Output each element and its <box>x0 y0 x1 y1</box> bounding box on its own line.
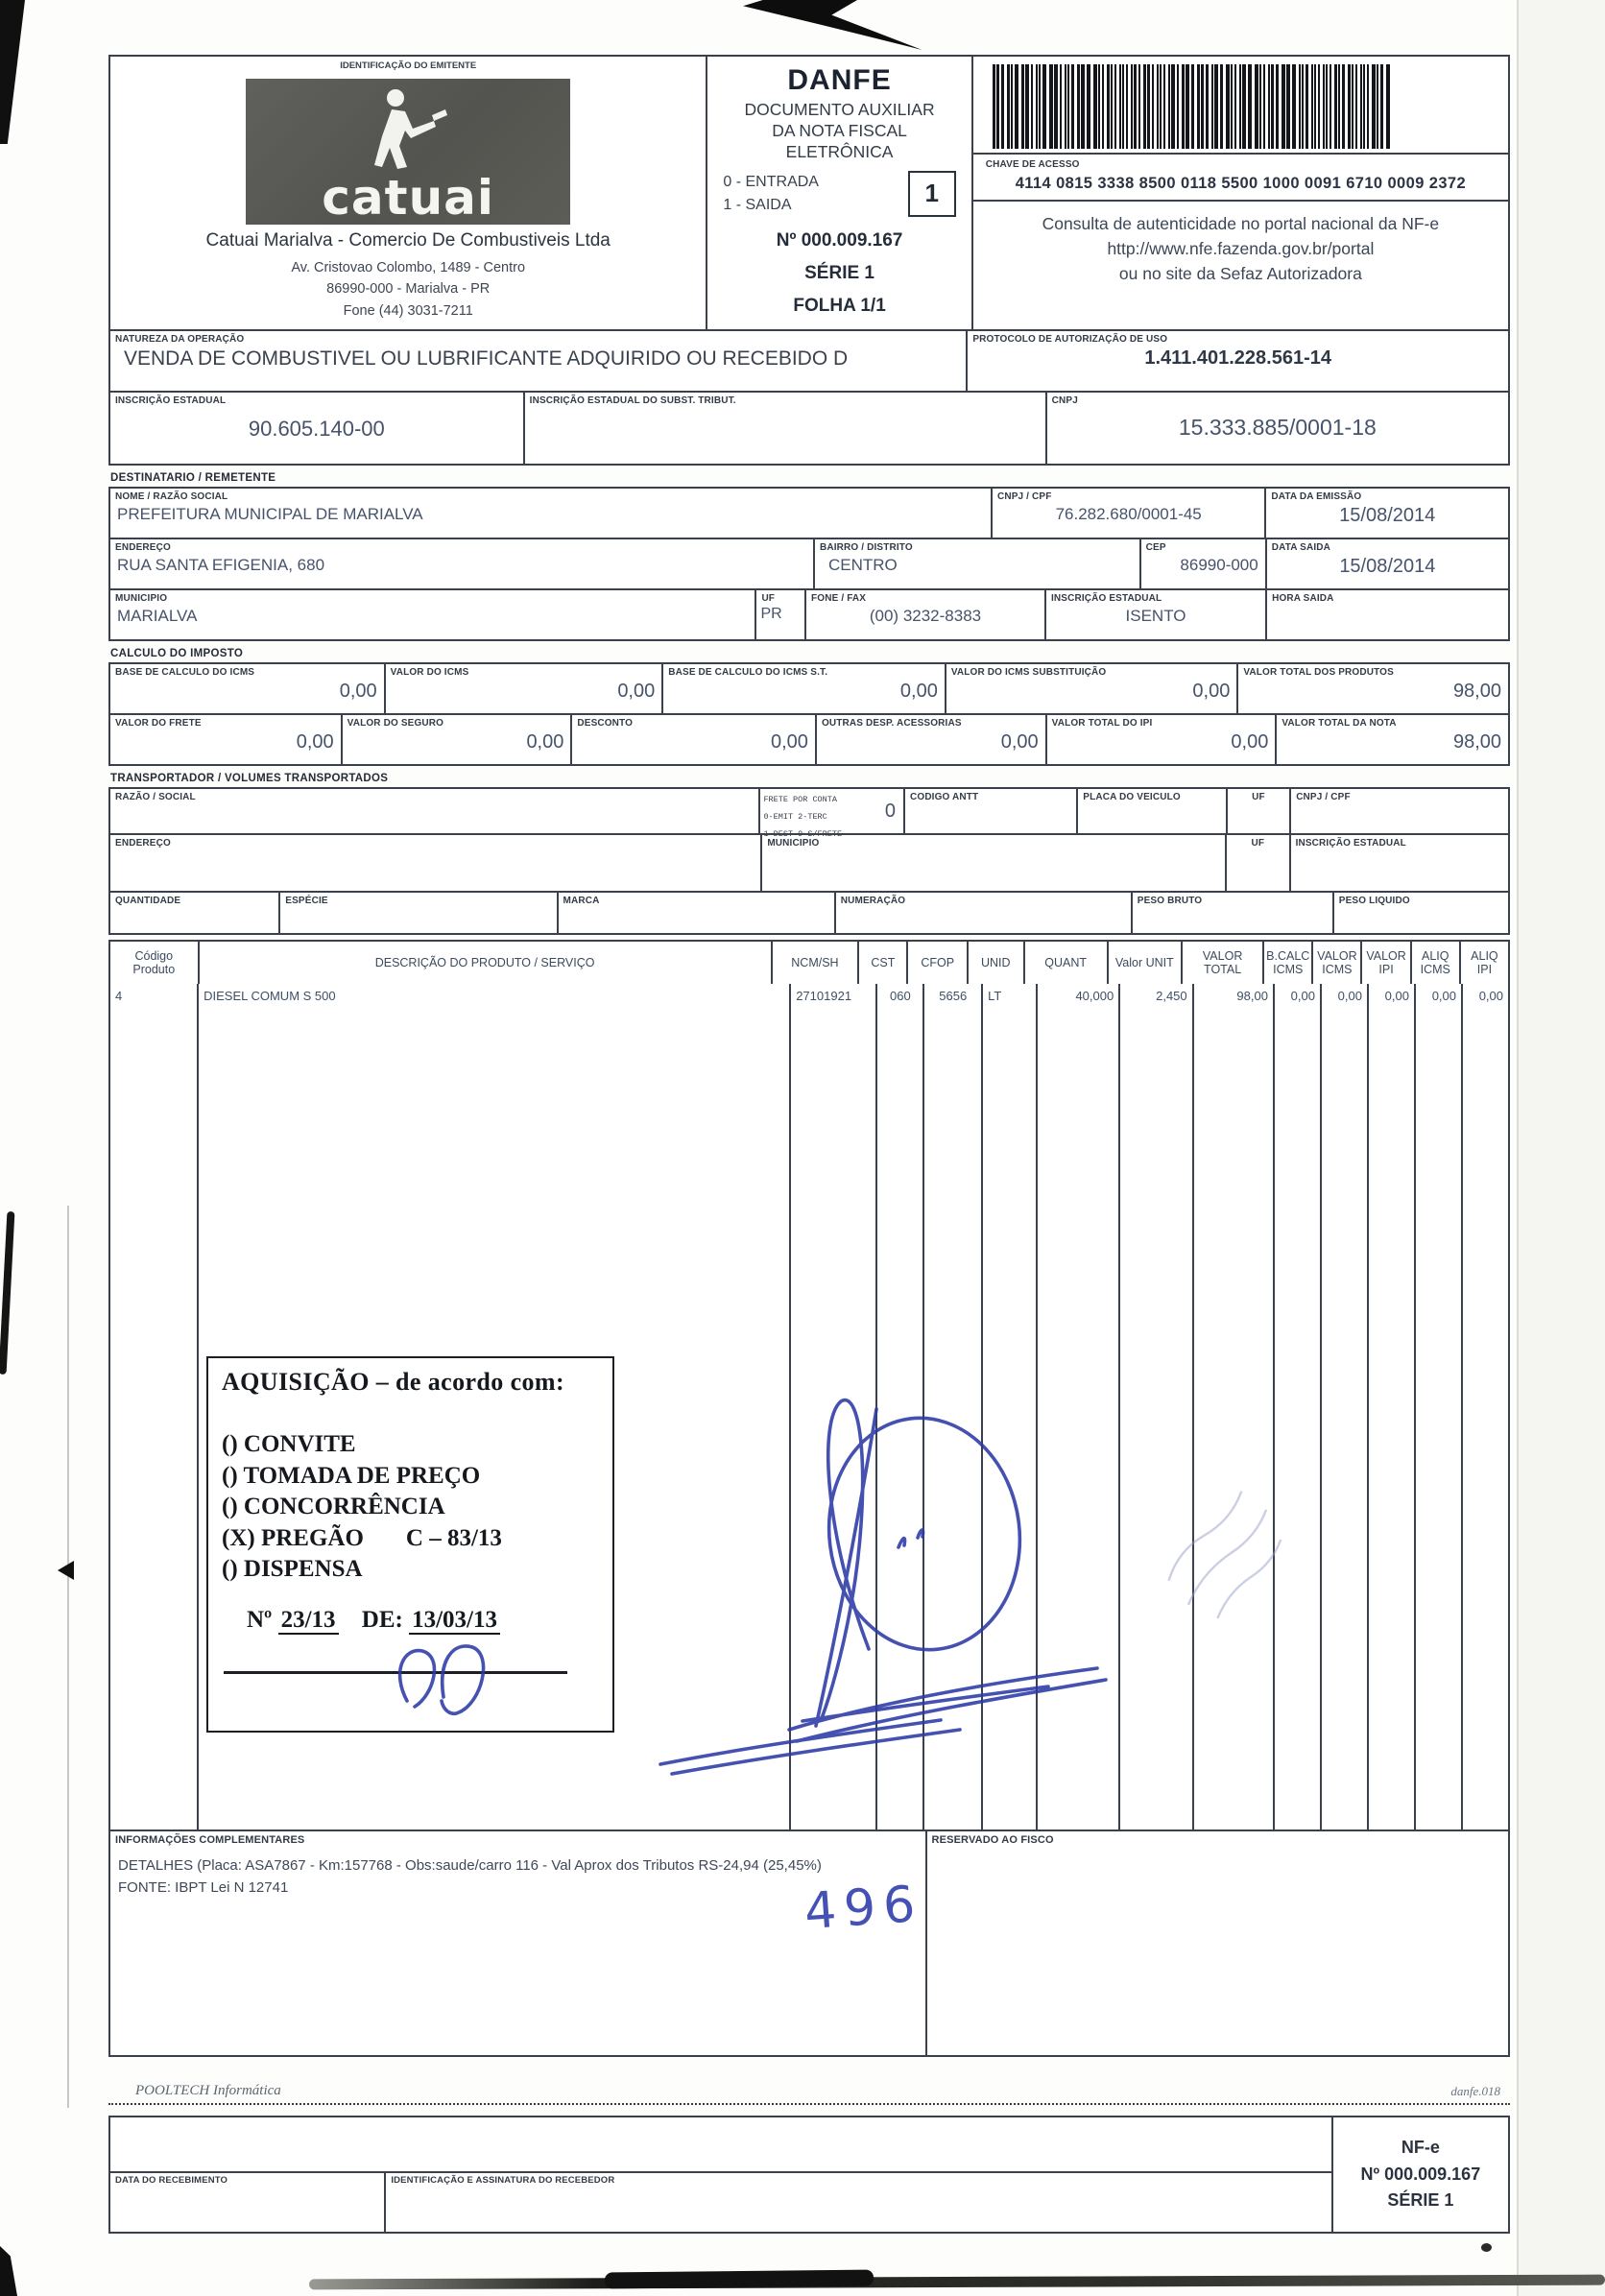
destinatario-section-label: DESTINATARIO / REMETENTE <box>110 472 276 484</box>
dest-cnpj-value: 76.282.680/0001-45 <box>1055 504 1202 523</box>
produto-cst-cell <box>877 984 924 1830</box>
canhoto-nfe-box <box>1331 2116 1510 2234</box>
transp-uf1-cell <box>1228 789 1291 833</box>
consulta-line3: ou no site da Sefaz Autorizadora <box>1118 264 1362 283</box>
stamp-pregao-contract: C – 83/13 <box>405 1524 502 1551</box>
col-descricao-header: DESCRIÇÃO DO PRODUTO / SERVIÇO <box>200 942 773 984</box>
stamp-signature-line <box>224 1671 567 1674</box>
assinatura-recebedor-label: IDENTIFICAÇÃO E ASSINATURA DO RECEBEDOR <box>391 2175 615 2187</box>
stamp-numero-value: 23/13 <box>278 1607 339 1635</box>
valor-total-nota-value: 98,00 <box>1452 730 1502 753</box>
stamp-de-label: DE: <box>361 1606 403 1633</box>
transp-endereco-cell <box>110 835 762 891</box>
stamp-item-tomada: () TOMADA DE PREÇO <box>222 1462 481 1489</box>
dest-cnpj-label: CNPJ / CPF <box>996 491 1052 502</box>
natureza-cell <box>110 331 968 391</box>
transportador-row2 <box>108 833 1510 893</box>
valor-produtos-label: VALOR TOTAL DOS PRODUTOS <box>1243 667 1394 678</box>
produto-vtotal: 98,00 <box>1236 989 1268 1003</box>
valor-ipi-value: 0,00 <box>1231 730 1269 753</box>
desconto-label: DESCONTO <box>577 718 634 729</box>
barcode-wrap <box>973 57 1508 153</box>
dest-fone-value: (00) 3232-8383 <box>869 606 982 625</box>
transp-ie-label: INSCRIÇÃO ESTADUAL <box>1295 838 1406 849</box>
peso-bruto-cell <box>1133 893 1334 933</box>
emitente-address <box>110 257 706 322</box>
canhoto-nfe-numero: Nº 000.009.167 <box>1360 2164 1481 2184</box>
col-bcalc-header: B.CALC ICMS <box>1264 942 1313 984</box>
danfe-title: DANFE <box>787 64 892 96</box>
fold-line <box>67 1206 69 2108</box>
inscricao-estadual-value: 90.605.140-00 <box>248 416 385 441</box>
scan-artifact-bottom-left <box>0 2246 17 2296</box>
frete-conta-label: FRETE POR CONTA <box>763 795 837 804</box>
col-vunit-header: Valor UNIT <box>1109 942 1184 984</box>
produto-aliq-icms-cell <box>1416 984 1463 1830</box>
transp-cnpj-cell <box>1291 789 1508 833</box>
dest-endereco-label: ENDEREÇO <box>115 542 171 553</box>
produto-vipi-cell <box>1369 984 1416 1830</box>
dest-nome-cell <box>110 489 993 538</box>
info-complementares-row <box>108 1830 1510 2057</box>
data-recebimento-cell <box>110 2173 386 2232</box>
saida-label: 1 - SAIDA <box>723 196 792 213</box>
emitente-address-line1: Av. Cristovao Colombo, 1489 - Centro <box>291 260 526 275</box>
scan-artifact-bottom-band <box>309 2275 1605 2290</box>
natureza-row <box>108 329 1510 393</box>
quantidade-cell <box>110 893 280 933</box>
especie-label: ESPÉCIE <box>285 896 328 906</box>
cnpj-emitente-cell <box>1047 393 1508 464</box>
col-quant-header: QUANT <box>1025 942 1109 984</box>
scan-artifact-dot <box>1481 2243 1492 2252</box>
outras-desp-label: OUTRAS DESP. ACESSORIAS <box>821 718 962 729</box>
transp-uf2-cell <box>1227 835 1291 891</box>
footer-form-code: danfe.018 <box>1450 2084 1500 2098</box>
marca-cell <box>559 893 836 933</box>
info-complementares-label: INFORMAÇÕES COMPLEMENTARES <box>115 1834 305 1846</box>
dest-endereco-value: RUA SANTA EFIGENIA, 680 <box>117 555 325 574</box>
valor-icms-value: 0,00 <box>617 680 656 702</box>
dest-uf-label: UF <box>761 593 776 604</box>
produto-vicms-cell <box>1322 984 1369 1830</box>
natureza-label: NATUREZA DA OPERAÇÃO <box>115 334 245 345</box>
stamp-item-dispensa: () DISPENSA <box>222 1556 363 1582</box>
transp-cnpj-label: CNPJ / CPF <box>1296 792 1351 802</box>
produto-quant: 40,000 <box>1075 989 1114 1003</box>
dest-fone-cell <box>806 590 1046 639</box>
canhoto-empty-strip <box>110 2117 1331 2173</box>
cnpj-emitente-label: CNPJ <box>1051 395 1078 406</box>
quantidade-label: QUANTIDADE <box>115 896 181 906</box>
produto-codigo-cell <box>110 984 199 1830</box>
transp-uf2-label: UF <box>1251 838 1265 849</box>
dest-hora-cell <box>1267 590 1508 639</box>
data-recebimento-label: DATA DO RECEBIMENTO <box>115 2175 228 2187</box>
destinatario-row3 <box>108 588 1510 641</box>
consulta-text <box>973 202 1508 297</box>
dest-emissao-cell <box>1266 489 1508 538</box>
dest-emissao-value: 15/08/2014 <box>1339 504 1436 526</box>
peso-liquido-label: PESO LIQUIDO <box>1338 896 1410 906</box>
scan-artifact-top-wedge <box>739 0 936 50</box>
barcode-cell <box>973 57 1508 329</box>
bc-icms-label: BASE DE CALCULO DO ICMS <box>115 667 255 678</box>
stamp-numero-line <box>222 1607 599 1634</box>
destinatario-row2 <box>108 538 1510 590</box>
produto-aliq-ipi-cell <box>1463 984 1508 1830</box>
codigo-antt-label: CODIGO ANTT <box>910 792 979 802</box>
bc-icms-value: 0,00 <box>339 680 377 702</box>
stamp-item-pregao <box>222 1523 599 1555</box>
canhoto-labels-row <box>110 2173 1331 2232</box>
scan-artifact-top-left <box>0 0 25 144</box>
reservado-fisco-label: RESERVADO AO FISCO <box>931 1834 1054 1846</box>
frete-conta-line1: 0-EMIT 2-TERC <box>763 812 827 822</box>
danfe-cell <box>707 57 972 329</box>
produto-unid-cell <box>983 984 1038 1830</box>
valor-icms-st-cell <box>946 664 1239 713</box>
transp-municipio-label: MUNICIPIO <box>767 838 820 849</box>
scan-artifact-bottom-blob <box>605 2270 874 2289</box>
outras-desp-value: 0,00 <box>1000 730 1039 753</box>
emitente-address-line2: 86990-000 - Marialva - PR <box>326 281 491 298</box>
catuai-logo <box>246 79 570 225</box>
frete-conta-value: 0 <box>884 801 897 822</box>
emitente-cell <box>110 57 707 329</box>
nfe-numero: Nº 000.009.167 <box>776 229 903 251</box>
transp-uf1-label: UF <box>1252 792 1265 802</box>
destinatario-row1 <box>108 487 1510 539</box>
peso-bruto-label: PESO BRUTO <box>1137 896 1203 906</box>
dest-bairro-value: CENTRO <box>827 555 898 574</box>
transp-municipio-cell <box>762 835 1227 891</box>
dest-cep-label: CEP <box>1145 542 1166 553</box>
canhoto-nfe-serie: SÉRIE 1 <box>1387 2190 1454 2211</box>
transp-razao-cell <box>110 789 760 833</box>
produto-descricao: DIESEL COMUM S 500 <box>204 989 336 1003</box>
produto-vipi: 0,00 <box>1384 989 1409 1003</box>
dest-saida-value: 15/08/2014 <box>1339 555 1436 577</box>
cut-line <box>108 2103 1510 2105</box>
chave-acesso-value: 4114 0815 3338 8500 0118 5500 1000 0091 6710 0009 2372 <box>1015 174 1467 192</box>
stamp-items <box>222 1429 599 1586</box>
dest-bairro-label: BAIRRO / DISTRITO <box>819 542 913 553</box>
attendant-figure-icon <box>349 86 455 171</box>
col-vicms-header: VALOR ICMS <box>1313 942 1362 984</box>
natureza-value: VENDA DE COMBUSTIVEL OU LUBRIFICANTE ADQUIRIDO OU RECEBIDO D <box>124 347 849 370</box>
chave-acesso-box <box>973 153 1508 202</box>
dest-municipio-cell <box>110 590 756 639</box>
frete-value: 0,00 <box>296 730 334 753</box>
nfe-serie: SÉRIE 1 <box>804 262 874 283</box>
frete-label: VALOR DO FRETE <box>115 718 202 729</box>
info-complementares-cell <box>110 1831 927 2055</box>
outras-desp-cell <box>817 715 1047 764</box>
valor-total-nota-cell <box>1277 715 1508 764</box>
entrada-saida-labels <box>723 171 819 217</box>
canhoto-left-box <box>108 2116 1333 2234</box>
dest-ie-label: INSCRIÇÃO ESTADUAL <box>1050 593 1162 604</box>
fold-arrow-mark <box>58 1561 74 1580</box>
emitente-label: IDENTIFICAÇÃO DO EMITENTE <box>340 60 477 71</box>
inscricao-subst-label: INSCRIÇÃO ESTADUAL DO SUBST. TRIBUT. <box>529 395 736 406</box>
dest-municipio-label: MUNICIPIO <box>115 593 168 604</box>
produto-cfop-cell <box>924 984 983 1830</box>
frete-conta-cell <box>760 789 905 839</box>
scan-right-margin <box>1519 0 1605 2296</box>
imposto-section-label: CALCULO DO IMPOSTO <box>110 648 244 659</box>
transportador-row3 <box>108 891 1510 935</box>
chave-acesso-label: CHAVE DE ACESSO <box>985 159 1080 170</box>
seguro-value: 0,00 <box>526 730 564 753</box>
frete-cell <box>110 715 343 764</box>
col-aliq-ipi-header: ALIQ IPI <box>1471 948 1498 976</box>
dest-endereco-cell <box>110 539 815 588</box>
valor-icms-cell <box>386 664 664 713</box>
info-line1: DETALHES (Placa: ASA7867 - Km:157768 - Obs:saude/carro 116 - Val Aprox dos Tributos RS-24,94 (25,45%) <box>118 1856 822 1874</box>
protocolo-label: PROTOCOLO DE AUTORIZAÇÃO DE USO <box>972 334 1168 345</box>
produto-bcalc-cell <box>1275 984 1322 1830</box>
bc-icms-st-cell <box>663 664 946 713</box>
assinatura-recebedor-cell <box>386 2173 1330 2232</box>
stamp-pregao-text: (X) PREGÃO <box>222 1524 364 1551</box>
stamp-numero-label: Nº <box>247 1606 273 1633</box>
dest-hora-label: HORA SAIDA <box>1272 593 1334 604</box>
bc-icms-st-label: BASE DE CALCULO DO ICMS S.T. <box>668 667 828 678</box>
col-cst-header: CST <box>859 942 908 984</box>
valor-ipi-label: VALOR TOTAL DO IPI <box>1051 718 1153 729</box>
placa-veiculo-label: PLACA DO VEICULO <box>1083 792 1181 802</box>
protocolo-cell <box>968 331 1508 391</box>
consulta-line1: Consulta de autenticidade no portal nacional da NF-e <box>1042 213 1440 233</box>
dest-ie-cell <box>1046 590 1267 639</box>
codigo-antt-cell <box>905 789 1078 833</box>
logo-text: catuai <box>322 169 495 226</box>
stamp-title: AQUISIÇÃO – de acordo com: <box>222 1368 565 1396</box>
imposto-row1 <box>108 662 1510 715</box>
valor-total-nota-label: VALOR TOTAL DA NOTA <box>1282 718 1397 729</box>
transp-razao-label: RAZÃO / SOCIAL <box>115 792 196 802</box>
tipo-operacao-box: 1 <box>908 171 956 217</box>
desconto-value: 0,00 <box>771 730 808 753</box>
col-cfop-header: CFOP <box>908 942 968 984</box>
dest-municipio-value: MARIALVA <box>117 606 198 625</box>
dest-cnpj-cell <box>993 489 1266 538</box>
produto-aliq-ipi: 0,00 <box>1478 989 1504 1003</box>
scan-artifact-mid-left <box>0 1211 14 1375</box>
barcode <box>993 64 1489 149</box>
footer-software: POOLTECH Informática <box>135 2083 281 2098</box>
col-ncm-header: NCM/SH <box>773 942 860 984</box>
nfe-number-block <box>777 225 903 323</box>
especie-cell <box>280 893 558 933</box>
produtos-header-row <box>108 940 1510 986</box>
inscricao-subst-value <box>525 407 1045 409</box>
numeracao-cell <box>836 893 1133 933</box>
bc-icms-cell <box>110 664 386 713</box>
dest-bairro-cell <box>815 539 1141 588</box>
produto-vtotal-cell <box>1194 984 1275 1830</box>
info-line2: FONTE: IBPT Lei N 12741 <box>118 1878 289 1896</box>
marca-label: MARCA <box>563 896 600 906</box>
produto-quant-cell <box>1038 984 1120 1830</box>
canhoto-nfe-title: NF-e <box>1401 2137 1440 2157</box>
nfe-folha: FOLHA 1/1 <box>793 296 886 316</box>
placa-veiculo-cell <box>1078 789 1228 833</box>
numeracao-label: NUMERAÇÃO <box>840 896 906 906</box>
dest-uf-cell <box>756 590 806 639</box>
produto-codigo: 4 <box>115 989 123 1003</box>
transportador-row1 <box>108 787 1510 839</box>
produto-unid: LT <box>988 989 1002 1003</box>
inscricao-estadual-cell <box>110 393 525 464</box>
produto-bcalc: 0,00 <box>1290 989 1315 1003</box>
valor-icms-label: VALOR DO ICMS <box>390 667 469 678</box>
produto-vunit: 2,450 <box>1156 989 1187 1003</box>
produto-cst: 060 <box>890 989 911 1003</box>
reservado-fisco-cell <box>927 1831 1509 2055</box>
stamp-item-convite: () CONVITE <box>222 1431 356 1457</box>
dest-saida-label: DATA SAIDA <box>1271 542 1331 553</box>
footer-row <box>108 2057 1510 2101</box>
dest-cep-value: 86990-000 <box>1180 555 1258 574</box>
danfe-subtitle: DOCUMENTO AUXILIAR DA NOTA FISCAL ELETRÔNICA <box>744 100 935 161</box>
dest-nome-value: PREFEITURA MUNICIPAL DE MARIALVA <box>117 504 423 523</box>
valor-icms-st-value: 0,00 <box>1192 680 1231 702</box>
col-aliq-icms-header: ALIQ ICMS <box>1412 942 1461 984</box>
frete-conta-line2: 1-DEST 9-S/FRETE <box>763 829 843 839</box>
header-section <box>108 55 1510 331</box>
produto-ncm-cell <box>791 984 877 1830</box>
transp-ie-cell <box>1291 835 1508 891</box>
dest-uf-value: PR <box>760 605 782 622</box>
stamp-item-concorrencia: () CONCORRÊNCIA <box>222 1494 445 1519</box>
col-vipi-header: VALOR IPI <box>1362 942 1411 984</box>
produto-aliq-icms: 0,00 <box>1431 989 1456 1003</box>
emitente-name: Catuai Marialva - Comercio De Combustiveis Ltda <box>205 230 611 251</box>
produto-cfop: 5656 <box>939 989 968 1003</box>
peso-liquido-cell <box>1334 893 1508 933</box>
entrada-saida-row <box>713 171 965 217</box>
valor-produtos-value: 98,00 <box>1452 680 1501 702</box>
dest-cep-cell <box>1141 539 1267 588</box>
entrada-label: 0 - ENTRADA <box>723 173 819 190</box>
dest-ie-value: ISENTO <box>1125 606 1186 625</box>
imposto-row2 <box>108 713 1510 766</box>
emitente-address-line3: Fone (44) 3031-7211 <box>343 302 473 319</box>
stamp-data-value: 13/03/13 <box>409 1607 500 1635</box>
produto-ncm: 27101921 <box>796 989 852 1003</box>
col-codigo-header: Código Produto <box>110 942 200 984</box>
seguro-cell <box>343 715 573 764</box>
valor-produtos-cell <box>1238 664 1508 713</box>
aquisicao-stamp-box <box>206 1356 614 1733</box>
valor-icms-st-label: VALOR DO ICMS SUBSTITUIÇÃO <box>950 667 1107 678</box>
seguro-label: VALOR DO SEGURO <box>347 718 444 729</box>
inscricao-subst-cell <box>525 393 1047 464</box>
protocolo-value: 1.411.401.228.561-14 <box>1144 347 1331 369</box>
dest-fone-label: FONE / FAX <box>811 593 867 604</box>
dest-emissao-label: DATA DA EMISSÃO <box>1271 491 1362 502</box>
inscricao-estadual-label: INSCRIÇÃO ESTADUAL <box>115 395 227 406</box>
cnpj-emitente-value: 15.333.885/0001-18 <box>1178 414 1377 440</box>
handwritten-fisco-number: 496 <box>802 1875 925 1942</box>
dest-hora-value <box>1267 605 1508 607</box>
transportador-section-label: TRANSPORTADOR / VOLUMES TRANSPORTADOS <box>110 773 389 784</box>
dest-nome-label: NOME / RAZÃO SOCIAL <box>115 491 228 502</box>
transp-endereco-label: ENDEREÇO <box>115 838 171 849</box>
canhoto-block <box>108 2116 1510 2234</box>
dest-saida-cell <box>1267 539 1508 588</box>
inscricoes-row <box>108 391 1510 466</box>
valor-ipi-cell <box>1047 715 1278 764</box>
produto-vunit-cell <box>1120 984 1193 1830</box>
consulta-line2: http://www.nfe.fazenda.gov.br/portal <box>1107 238 1375 258</box>
col-unid-header: UNID <box>969 942 1025 984</box>
produto-vicms: 0,00 <box>1337 989 1362 1003</box>
desconto-cell <box>572 715 817 764</box>
col-vtotal-header: VALOR TOTAL <box>1183 942 1264 984</box>
bc-icms-st-value: 0,00 <box>899 680 938 702</box>
